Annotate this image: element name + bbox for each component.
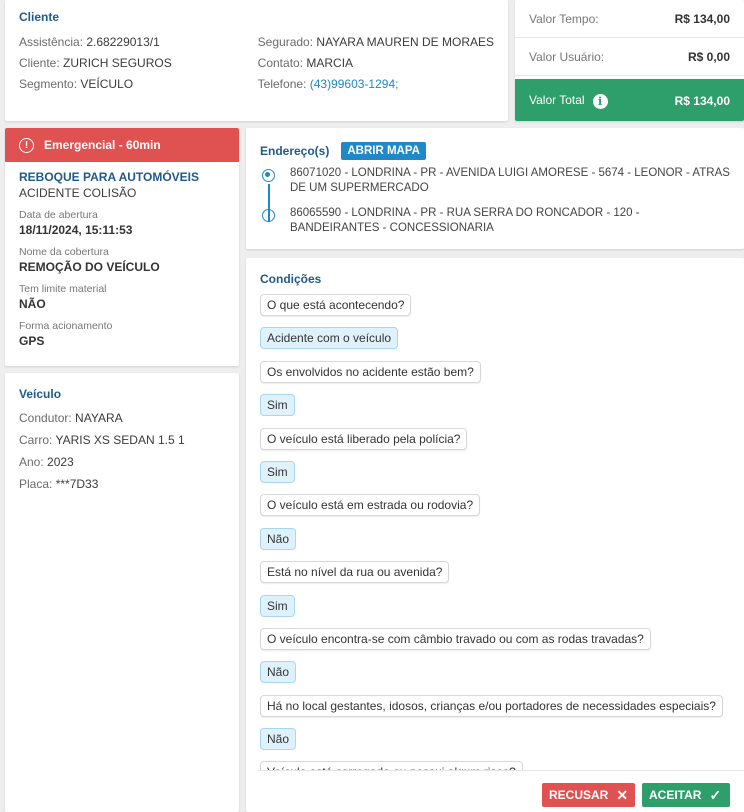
condicao-resposta: Não xyxy=(260,528,296,550)
endereco-title: Endereço(s) xyxy=(260,144,330,158)
acionamento-value: GPS xyxy=(19,334,45,348)
condicao-pergunta: O que está acontecendo? xyxy=(260,294,411,316)
limite-label: Tem limite material xyxy=(19,283,107,295)
valor-total-label: Valor Total xyxy=(529,93,585,108)
condicao-resposta: Não xyxy=(260,661,296,683)
condicao-resposta: Não xyxy=(260,728,296,750)
segurado-value: NAYARA MAUREN DE MORAES xyxy=(316,35,494,49)
contato-label: Contato: xyxy=(257,56,304,70)
abrir-mapa-button[interactable]: ABRIR MAPA xyxy=(341,142,426,160)
acionamento-label: Forma acionamento xyxy=(19,320,113,332)
cliente-card xyxy=(5,0,508,121)
ano-row xyxy=(19,451,225,473)
route-line xyxy=(268,184,270,222)
veiculo-title: Veículo xyxy=(19,387,62,401)
ano-label: Ano: xyxy=(19,455,44,469)
cliente-title: Cliente xyxy=(19,10,60,24)
condicao-resposta-row xyxy=(260,528,730,561)
condicao-resposta: Sim xyxy=(260,394,295,416)
ano-value: 2023 xyxy=(47,455,74,469)
condicao-resposta: Sim xyxy=(260,461,295,483)
action-footer xyxy=(258,770,744,812)
endereco-origem-text: 86071020 - LONDRINA - PR - AVENIDA LUIGI AMORESE - 5674 - LEONOR - ATRAS DE UM SUPERMERCADO xyxy=(290,167,730,194)
condicao-resposta-row xyxy=(260,327,730,360)
aceitar-button[interactable] xyxy=(642,783,730,807)
cliente-value: ZURICH SEGUROS xyxy=(63,56,172,70)
valor-usuario-row xyxy=(515,38,744,76)
telefone-link[interactable]: (43)99603-1294; xyxy=(309,77,399,91)
assistencia-label: Assistência: xyxy=(19,35,84,49)
condicoes-card xyxy=(246,258,744,812)
condicao-pergunta: O veículo está liberado pela polícia? xyxy=(260,428,467,450)
limite-value: NÃO xyxy=(19,297,46,311)
contato-row xyxy=(258,53,494,74)
abertura-value: 18/11/2024, 15:11:53 xyxy=(19,223,133,237)
condicao-resposta-row xyxy=(260,595,730,628)
valor-total-row xyxy=(515,79,744,121)
segurado-label: Segurado: xyxy=(257,35,314,49)
condicao-pergunta: O veículo encontra-se com câmbio travado ou com as rodas travadas? xyxy=(260,628,651,650)
veiculo-card xyxy=(5,373,239,812)
condicao-resposta-row xyxy=(260,661,730,694)
condicao-resposta: Acidente com o veículo xyxy=(260,327,398,349)
abertura-label: Data de abertura xyxy=(19,209,98,221)
endereco-origem xyxy=(260,166,730,196)
valor-usuario-label: Valor Usuário: xyxy=(529,49,605,64)
cliente-label: Cliente: xyxy=(19,56,60,70)
condicao-resposta-row xyxy=(260,394,730,427)
valor-total-label-wrap xyxy=(529,93,608,108)
close-icon: ✕ xyxy=(616,786,629,803)
servico-card xyxy=(5,128,239,366)
valor-tempo-value: R$ 134,00 xyxy=(674,11,730,26)
recusar-button[interactable] xyxy=(542,783,635,807)
condicao-pergunta-row xyxy=(260,294,730,327)
carro-value: YARIS XS SEDAN 1.5 1 xyxy=(55,433,185,447)
placa-row xyxy=(19,473,225,495)
endereco-destino xyxy=(260,206,730,236)
endereco-card xyxy=(246,128,744,249)
condicoes-list xyxy=(260,294,730,795)
placa-value: ***7D33 xyxy=(55,477,99,491)
placa-label: Placa: xyxy=(19,477,53,491)
assistencia-value: 2.68229013/1 xyxy=(86,35,160,49)
condicao-pergunta-row xyxy=(260,361,730,394)
carro-row xyxy=(19,429,225,451)
condicao-pergunta-row xyxy=(260,695,730,728)
telefone-row xyxy=(258,74,494,95)
recusar-label: RECUSAR xyxy=(549,788,609,802)
valor-tempo-row xyxy=(515,0,744,38)
carro-label: Carro: xyxy=(19,433,53,447)
condicao-pergunta: Os envolvidos no acidente estão bem? xyxy=(260,361,481,383)
condicao-pergunta-row xyxy=(260,628,730,661)
segmento-value: VEÍCULO xyxy=(80,77,134,91)
segurado-row xyxy=(258,32,494,53)
servico-nome: REBOQUE PARA AUTOMÓVEIS xyxy=(19,170,200,184)
cobertura-value: REMOÇÃO DO VEÍCULO xyxy=(19,260,160,274)
emergencial-label: Emergencial - 60min xyxy=(44,138,161,152)
condicao-pergunta: O veículo está em estrada ou rodovia? xyxy=(260,494,480,516)
condutor-row xyxy=(19,407,225,429)
origin-marker-icon xyxy=(262,169,275,182)
condicao-pergunta: Há no local gestantes, idosos, crianças e/ou portadores de necessidades especiais? xyxy=(260,695,723,717)
segmento-row xyxy=(19,74,258,95)
check-icon: ✓ xyxy=(709,786,722,803)
info-icon[interactable]: i xyxy=(593,94,608,109)
valor-usuario-value: R$ 0,00 xyxy=(687,49,730,64)
condutor-label: Condutor: xyxy=(19,411,72,425)
warning-icon: ! xyxy=(19,138,34,153)
valores-card xyxy=(515,0,744,121)
condicao-pergunta-row xyxy=(260,428,730,461)
valor-tempo-label: Valor Tempo: xyxy=(529,11,599,26)
cliente-row xyxy=(19,53,258,74)
condicao-resposta: Sim xyxy=(260,595,295,617)
emergencial-banner xyxy=(5,128,239,162)
cobertura-label: Nome da cobertura xyxy=(19,246,109,258)
valor-total-value: R$ 134,00 xyxy=(674,94,730,108)
condicao-pergunta: Está no nível da rua ou avenida? xyxy=(260,561,449,583)
condicao-resposta-row xyxy=(260,461,730,494)
segmento-label: Segmento: xyxy=(19,77,78,91)
condutor-value: NAYARA xyxy=(75,411,123,425)
condicao-pergunta-row xyxy=(260,561,730,594)
servico-tipo: ACIDENTE COLISÃO xyxy=(19,186,137,200)
condicoes-title: Condições xyxy=(260,272,322,286)
aceitar-label: ACEITAR xyxy=(649,788,702,802)
condicao-resposta-row xyxy=(260,728,730,761)
condicao-pergunta-row xyxy=(260,494,730,527)
assistencia-row xyxy=(19,32,258,53)
contato-value: MARCIA xyxy=(306,56,354,70)
endereco-destino-text: 86065590 - LONDRINA - PR - RUA SERRA DO RONCADOR - 120 - BANDEIRANTES - CONCESSIONARIA xyxy=(290,207,640,234)
telefone-label: Telefone: xyxy=(257,77,307,91)
